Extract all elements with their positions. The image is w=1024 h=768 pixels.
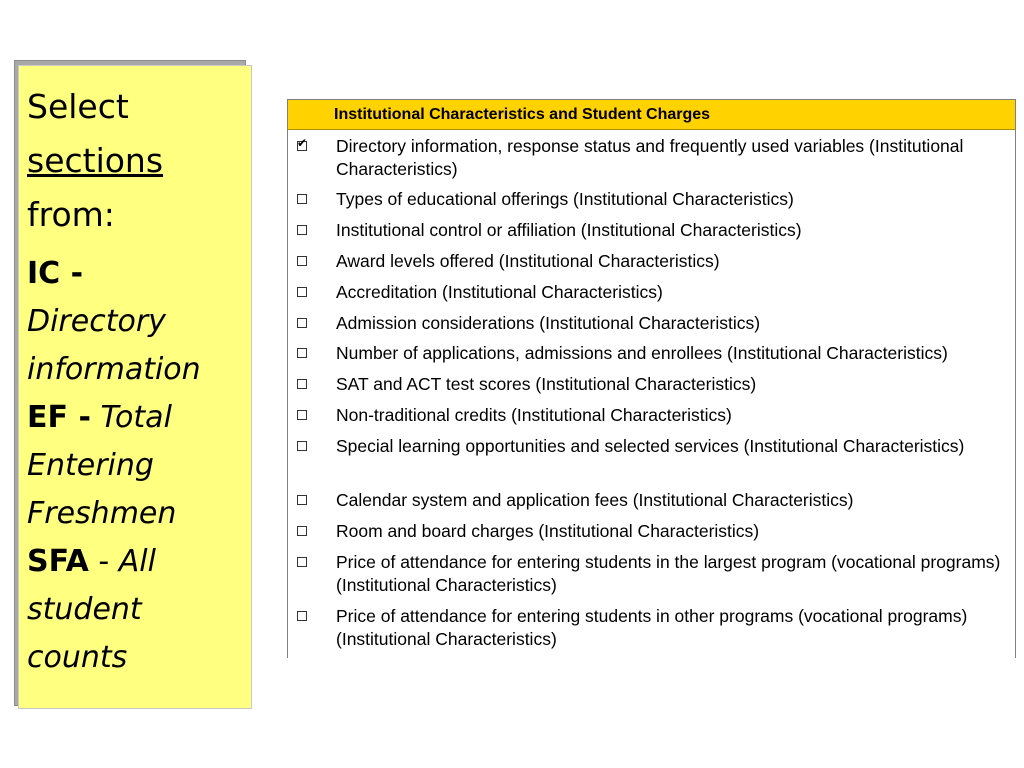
checkbox-icon[interactable] [297,410,307,420]
section-row[interactable] [288,605,1015,651]
section-row-label: Price of attendance for entering students in other programs (vocational programs) (Institutional Characteristics) [336,606,968,649]
section-row-label: Calendar system and application fees (Institutional Characteristics) [336,490,854,510]
section-dash: - [88,544,110,579]
checkbox-icon[interactable] [297,256,307,266]
checkbox-icon[interactable] [297,348,307,358]
callout-box [14,60,250,710]
section-row[interactable] [288,250,1015,273]
checkbox-icon[interactable] [297,287,307,297]
section-row-label: Types of educational offerings (Institutional Characteristics) [336,189,794,209]
section-desc-line: information [27,352,201,387]
section-row[interactable] [288,135,1015,181]
section-code: EF [27,400,68,435]
section-row-label: Accreditation (Institutional Characteristics) [336,282,663,302]
checkbox-icon[interactable] [297,318,307,328]
section-dash: - [60,256,84,291]
section-row-label: Special learning opportunities and selected services (Institutional Characteristics) [336,436,965,456]
intro-sections: sections [27,141,164,180]
section-desc-line: Directory [27,304,166,339]
section-code: SFA [27,544,89,579]
section-code: IC [27,256,61,291]
section-desc-line: student [27,592,142,627]
section-desc-line: Total [90,400,172,435]
section-row-label: Room and board charges (Institutional Characteristics) [336,521,760,541]
section-row-label: Price of attendance for entering students in the largest program (vocational programs) (Institutional Characteristics) [336,552,1001,595]
section-row[interactable] [288,404,1015,427]
checkbox-icon[interactable] [297,611,307,621]
checkbox-icon[interactable] [297,441,307,451]
section-row[interactable] [288,435,1015,481]
section-row[interactable] [288,312,1015,335]
checkbox-icon[interactable] [297,526,307,536]
section-row[interactable] [288,281,1015,304]
checkbox-icon[interactable] [297,379,307,389]
section-row[interactable] [288,373,1015,396]
panel-header: Institutional Characteristics and Student Charges [288,99,1015,130]
callout-intro [27,80,243,242]
section-row-label: Award levels offered (Institutional Characteristics) [336,251,720,271]
section-desc-line: All [109,544,156,579]
checkbox-checked-icon[interactable]: ✔ [297,136,308,150]
checkbox-icon[interactable] [297,495,307,505]
section-row[interactable] [288,520,1015,543]
intro-from: from: [27,195,115,234]
checkbox-icon[interactable] [297,557,307,567]
callout-item-sfa [27,538,243,682]
section-row[interactable] [288,551,1015,597]
section-row[interactable] [288,219,1015,242]
section-row-label: Number of applications, admissions and enrollees (Institutional Characteristics) [336,343,948,363]
section-row-label: Institutional control or affiliation (Institutional Characteristics) [336,220,802,240]
callout-item-ic [27,250,243,394]
section-dash: - [68,400,91,435]
callout-item-ef [27,394,243,538]
section-row-label: Admission considerations (Institutional Characteristics) [336,313,761,333]
checkbox-icon[interactable] [297,194,307,204]
section-desc-line: counts [27,640,128,675]
checkbox-icon[interactable] [297,225,307,235]
section-desc-line: Entering [27,448,154,483]
section-row[interactable] [288,342,1015,365]
intro-select: Select [27,87,129,126]
callout-panel [18,65,252,709]
section-selection-panel [287,99,1016,658]
section-row-label: Directory information, response status and frequently used variables (Institutional Characteristics) [336,136,964,179]
section-row[interactable] [288,489,1015,512]
section-row-label: SAT and ACT test scores (Institutional Characteristics) [336,374,757,394]
section-desc-line: Freshmen [27,496,177,531]
section-row[interactable] [288,188,1015,211]
section-row-label: Non-traditional credits (Institutional Characteristics) [336,405,732,425]
